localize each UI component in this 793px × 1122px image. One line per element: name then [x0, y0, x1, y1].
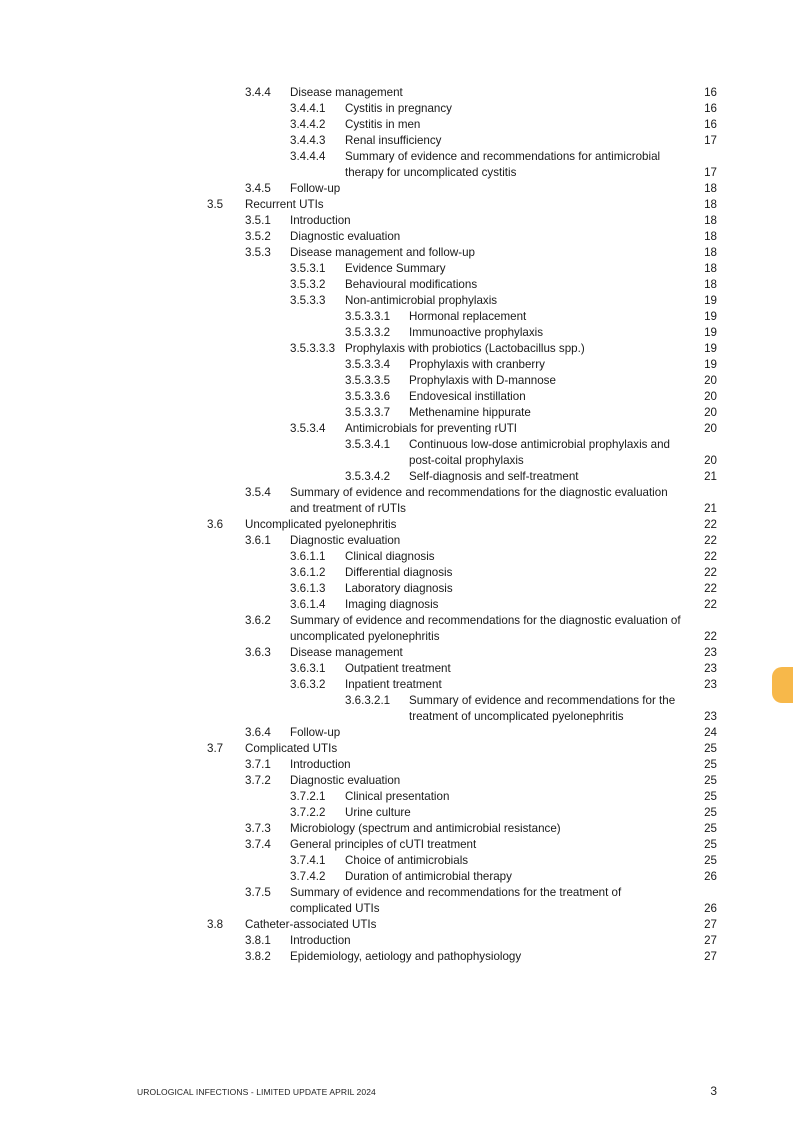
- toc-entry-number: 3.5.1: [245, 214, 271, 227]
- toc-entry-page: 22: [704, 534, 717, 547]
- toc-entry-page: 20: [704, 390, 717, 403]
- toc-entry-page: 16: [704, 102, 717, 115]
- toc-entry-title: Summary of evidence and recommendations for antimicrobial: [345, 150, 661, 163]
- toc-entry[interactable]: [0, 341, 793, 357]
- toc-entry-title: Renal insufficiency: [345, 134, 442, 147]
- toc-entry-number: 3.8: [207, 918, 224, 931]
- toc-entry-title: Summary of evidence and recommendations for the: [409, 694, 676, 707]
- toc-entry-page: 23: [704, 678, 717, 691]
- toc-entry-page: 16: [704, 118, 717, 131]
- toc-entry-page: 25: [704, 742, 717, 755]
- toc-entry[interactable]: [0, 133, 793, 149]
- toc-entry-number: 3.8.1: [245, 934, 271, 947]
- toc-entry-number: 3.6.1.2: [290, 566, 326, 579]
- toc-entry-title: Laboratory diagnosis: [345, 582, 453, 595]
- toc-entry-number: 3.7.2.1: [290, 790, 326, 803]
- toc-entry[interactable]: [0, 757, 793, 773]
- toc-entry-title: Immunoactive prophylaxis: [409, 326, 544, 339]
- toc-entry-number: 3.6.1.4: [290, 598, 326, 611]
- toc-entry-page: 18: [704, 262, 717, 275]
- toc-entry-number: 3.5.4: [245, 486, 271, 499]
- toc-entry[interactable]: [0, 741, 793, 757]
- toc-entry[interactable]: [0, 949, 793, 965]
- toc-entry-page: 19: [704, 310, 717, 323]
- toc-entry[interactable]: [0, 245, 793, 261]
- toc-entry-number: 3.5.3.4.1: [345, 438, 391, 451]
- toc-entry-title: therapy for uncomplicated cystitis: [345, 166, 517, 179]
- toc-entry-number: 3.5.3.1: [290, 262, 326, 275]
- toc-entry-title: General principles of cUTI treatment: [290, 838, 477, 851]
- toc-entry-title: Uncomplicated pyelonephritis: [245, 518, 397, 531]
- toc-entry-title: Imaging diagnosis: [345, 598, 439, 611]
- toc-entry[interactable]: [0, 293, 793, 309]
- toc-entry-title: Follow-up: [290, 726, 341, 739]
- toc-entry-page: 18: [704, 214, 717, 227]
- toc-entry[interactable]: [0, 357, 793, 373]
- toc-entry-number: 3.6.3.2: [290, 678, 326, 691]
- toc-entry-title: uncomplicated pyelonephritis: [290, 630, 440, 643]
- toc-entry-number: 3.6.1.3: [290, 582, 326, 595]
- toc-entry[interactable]: [0, 613, 793, 629]
- toc-entry-title: Introduction: [290, 934, 351, 947]
- toc-entry[interactable]: [0, 181, 793, 197]
- toc-entry-title: Introduction: [290, 214, 351, 227]
- toc-entry[interactable]: [0, 581, 793, 597]
- toc-entry-number: 3.6.1: [245, 534, 271, 547]
- toc-entry-number: 3.6.3.2.1: [345, 694, 391, 707]
- toc-entry-title: Summary of evidence and recommendations for the diagnostic evaluation: [290, 486, 668, 499]
- toc-entry[interactable]: [0, 453, 793, 469]
- toc-entry-number: 3.4.5: [245, 182, 271, 195]
- toc-entry[interactable]: [0, 213, 793, 229]
- toc-entry-number: 3.6.3.1: [290, 662, 326, 675]
- toc-entry-page: 19: [704, 342, 717, 355]
- toc-entry-page: 22: [704, 550, 717, 563]
- toc-entry-title: Disease management: [290, 646, 403, 659]
- toc-entry-title: Behavioural modifications: [345, 278, 478, 291]
- toc-entry-title: Endovesical instillation: [409, 390, 526, 403]
- toc-entry[interactable]: [0, 933, 793, 949]
- toc-entry[interactable]: [0, 149, 793, 165]
- toc-entry-page: 27: [704, 934, 717, 947]
- toc-entry-number: 3.7.4: [245, 838, 271, 851]
- toc-entry-page: 22: [704, 566, 717, 579]
- toc-entry[interactable]: [0, 405, 793, 421]
- toc-entry[interactable]: [0, 309, 793, 325]
- toc-entry-number: 3.6.4: [245, 726, 271, 739]
- toc-entry-title: Follow-up: [290, 182, 341, 195]
- toc-entry-number: 3.7.4.2: [290, 870, 326, 883]
- toc-entry-title: Evidence Summary: [345, 262, 446, 275]
- toc-entry-page: 23: [704, 662, 717, 675]
- toc-entry-page: 17: [704, 166, 717, 179]
- toc-entry-title: Disease management: [290, 86, 403, 99]
- toc-entry[interactable]: [0, 885, 793, 901]
- toc-entry-page: 20: [704, 422, 717, 435]
- toc-entry-page: 17: [704, 134, 717, 147]
- toc-entry-number: 3.7.1: [245, 758, 271, 771]
- toc-entry-title: Prophylaxis with probiotics (Lactobacillus spp.): [345, 342, 585, 355]
- toc-entry-number: 3.5.3.3.6: [345, 390, 391, 403]
- toc-entry-number: 3.5.3.3.2: [345, 326, 391, 339]
- toc-entry-title: Inpatient treatment: [345, 678, 442, 691]
- toc-entry-title: Prophylaxis with cranberry: [409, 358, 545, 371]
- toc-entry-number: 3.5.3.2: [290, 278, 326, 291]
- toc-entry[interactable]: [0, 421, 793, 437]
- toc-entry-title: complicated UTIs: [290, 902, 380, 915]
- toc-entry-page: 22: [704, 518, 717, 531]
- toc-entry-page: 18: [704, 230, 717, 243]
- toc-entry-page: 20: [704, 406, 717, 419]
- toc-entry[interactable]: [0, 565, 793, 581]
- toc-entry-page: 16: [704, 86, 717, 99]
- toc-entry[interactable]: [0, 789, 793, 805]
- toc-entry[interactable]: [0, 725, 793, 741]
- toc-entry-title: Antimicrobials for preventing rUTI: [345, 422, 518, 435]
- toc-entry-title: Differential diagnosis: [345, 566, 453, 579]
- toc-entry-title: Microbiology (spectrum and antimicrobial resistance): [290, 822, 561, 835]
- toc-entry-title: Diagnostic evaluation: [290, 534, 401, 547]
- toc-entry[interactable]: [0, 837, 793, 853]
- toc-entry[interactable]: [0, 549, 793, 565]
- toc-entry[interactable]: [0, 197, 793, 213]
- toc-entry[interactable]: [0, 693, 793, 709]
- toc-entry-title: Recurrent UTIs: [245, 198, 324, 211]
- toc-entry-page: 25: [704, 758, 717, 771]
- toc-entry-number: 3.5: [207, 198, 224, 211]
- toc-entry[interactable]: [0, 821, 793, 837]
- toc-entry-number: 3.7.2.2: [290, 806, 326, 819]
- toc-entry-title: Continuous low-dose antimicrobial prophylaxis and: [409, 438, 671, 451]
- toc-entry-title: Outpatient treatment: [345, 662, 451, 675]
- toc-entry[interactable]: [0, 773, 793, 789]
- toc-entry-page: 23: [704, 646, 717, 659]
- toc-entry[interactable]: [0, 645, 793, 661]
- toc-entry[interactable]: [0, 677, 793, 693]
- toc-entry-title: Summary of evidence and recommendations for the diagnostic evaluation of: [290, 614, 681, 627]
- toc-entry-title: Methenamine hippurate: [409, 406, 531, 419]
- toc-entry[interactable]: [0, 261, 793, 277]
- toc-entry-number: 3.7.3: [245, 822, 271, 835]
- toc-entry-number: 3.7.5: [245, 886, 271, 899]
- toc-entry-number: 3.5.3.3.7: [345, 406, 391, 419]
- toc-entry-page: 25: [704, 774, 717, 787]
- toc-entry-number: 3.6.3: [245, 646, 271, 659]
- toc-entry[interactable]: [0, 869, 793, 885]
- toc-entry[interactable]: [0, 629, 793, 645]
- toc-entry-page: 22: [704, 582, 717, 595]
- toc-entry-title: Diagnostic evaluation: [290, 230, 401, 243]
- toc-entry-title: Self-diagnosis and self-treatment: [409, 470, 579, 483]
- toc-entry[interactable]: [0, 373, 793, 389]
- toc-entry-title: Urine culture: [345, 806, 411, 819]
- toc-entry-page: 26: [704, 902, 717, 915]
- toc-entry-number: 3.4.4.4: [290, 150, 326, 163]
- toc-entry-page: 20: [704, 374, 717, 387]
- toc-entry-page: 23: [704, 710, 717, 723]
- chapter-side-tab: [772, 667, 793, 703]
- table-of-contents: [0, 85, 793, 965]
- toc-entry-number: 3.5.3.3.4: [345, 358, 391, 371]
- toc-entry-title: Non-antimicrobial prophylaxis: [345, 294, 498, 307]
- toc-entry-number: 3.4.4.2: [290, 118, 326, 131]
- toc-entry[interactable]: [0, 165, 793, 181]
- toc-entry[interactable]: [0, 901, 793, 917]
- toc-entry-page: 24: [704, 726, 717, 739]
- toc-entry-number: 3.7.4.1: [290, 854, 326, 867]
- toc-entry[interactable]: [0, 517, 793, 533]
- toc-entry-page: 22: [704, 598, 717, 611]
- toc-entry[interactable]: [0, 101, 793, 117]
- toc-entry-title: Disease management and follow-up: [290, 246, 475, 259]
- toc-entry-number: 3.4.4.3: [290, 134, 326, 147]
- toc-entry-number: 3.5.3.3: [290, 294, 326, 307]
- toc-entry[interactable]: [0, 485, 793, 501]
- toc-entry-number: 3.5.3.3.5: [345, 374, 391, 387]
- toc-entry[interactable]: [0, 277, 793, 293]
- toc-entry-title: Duration of antimicrobial therapy: [345, 870, 512, 883]
- toc-entry-page: 18: [704, 182, 717, 195]
- toc-entry-number: 3.8.2: [245, 950, 271, 963]
- toc-entry[interactable]: [0, 437, 793, 453]
- toc-entry-page: 19: [704, 294, 717, 307]
- footer-page-number: 3: [710, 1084, 717, 1098]
- toc-entry-page: 27: [704, 950, 717, 963]
- toc-entry-page: 25: [704, 854, 717, 867]
- toc-entry[interactable]: [0, 917, 793, 933]
- toc-entry-number: 3.5.3: [245, 246, 271, 259]
- toc-entry-page: 20: [704, 454, 717, 467]
- toc-entry-title: Epidemiology, aetiology and pathophysiology: [290, 950, 522, 963]
- toc-entry-title: Catheter-associated UTIs: [245, 918, 377, 931]
- toc-entry-title: and treatment of rUTIs: [290, 502, 406, 515]
- toc-entry-page: 18: [704, 246, 717, 259]
- toc-entry[interactable]: [0, 533, 793, 549]
- toc-entry-number: 3.5.3.3.1: [345, 310, 391, 323]
- toc-entry-number: 3.5.3.4.2: [345, 470, 391, 483]
- toc-entry-number: 3.6.2: [245, 614, 271, 627]
- toc-entry-page: 21: [704, 502, 717, 515]
- toc-entry-title: Introduction: [290, 758, 351, 771]
- toc-entry-page: 21: [704, 470, 717, 483]
- footer-text: UROLOGICAL INFECTIONS - LIMITED UPDATE APRIL 2024: [137, 1087, 376, 1097]
- toc-entry-number: 3.5.3.3.3: [290, 342, 336, 355]
- toc-entry-title: Cystitis in pregnancy: [345, 102, 452, 115]
- toc-entry-number: 3.7: [207, 742, 224, 755]
- toc-entry-title: Hormonal replacement: [409, 310, 527, 323]
- toc-entry[interactable]: [0, 805, 793, 821]
- toc-entry-page: 22: [704, 630, 717, 643]
- toc-entry-title: Diagnostic evaluation: [290, 774, 401, 787]
- toc-entry-title: Prophylaxis with D-mannose: [409, 374, 556, 387]
- toc-entry-page: 25: [704, 790, 717, 803]
- toc-entry[interactable]: [0, 325, 793, 341]
- toc-entry[interactable]: [0, 85, 793, 101]
- toc-entry[interactable]: [0, 597, 793, 613]
- toc-entry-number: 3.5.2: [245, 230, 271, 243]
- toc-entry[interactable]: [0, 469, 793, 485]
- toc-entry-title: post-coital prophylaxis: [409, 454, 524, 467]
- toc-entry[interactable]: [0, 501, 793, 517]
- toc-entry-page: 25: [704, 822, 717, 835]
- toc-entry-title: Clinical diagnosis: [345, 550, 435, 563]
- toc-entry-page: 26: [704, 870, 717, 883]
- toc-entry-page: 18: [704, 278, 717, 291]
- toc-entry-title: Clinical presentation: [345, 790, 450, 803]
- toc-entry[interactable]: [0, 389, 793, 405]
- toc-entry[interactable]: [0, 229, 793, 245]
- toc-entry-page: 18: [704, 198, 717, 211]
- toc-entry-page: 27: [704, 918, 717, 931]
- toc-entry-title: Choice of antimicrobials: [345, 854, 469, 867]
- toc-entry-number: 3.6: [207, 518, 224, 531]
- toc-entry[interactable]: [0, 661, 793, 677]
- toc-entry-page: 19: [704, 358, 717, 371]
- toc-entry-number: 3.6.1.1: [290, 550, 326, 563]
- toc-entry-page: 25: [704, 806, 717, 819]
- toc-entry-title: treatment of uncomplicated pyelonephritis: [409, 710, 624, 723]
- toc-entry-title: Summary of evidence and recommendations for the treatment of: [290, 886, 622, 899]
- toc-entry-title: Complicated UTIs: [245, 742, 338, 755]
- toc-entry[interactable]: [0, 853, 793, 869]
- toc-entry-number: 3.4.4: [245, 86, 271, 99]
- toc-entry[interactable]: [0, 117, 793, 133]
- toc-entry[interactable]: [0, 709, 793, 725]
- toc-entry-page: 19: [704, 326, 717, 339]
- toc-entry-number: 3.7.2: [245, 774, 271, 787]
- toc-entry-title: Cystitis in men: [345, 118, 421, 131]
- toc-entry-page: 25: [704, 838, 717, 851]
- toc-entry-number: 3.5.3.4: [290, 422, 326, 435]
- toc-entry-number: 3.4.4.1: [290, 102, 326, 115]
